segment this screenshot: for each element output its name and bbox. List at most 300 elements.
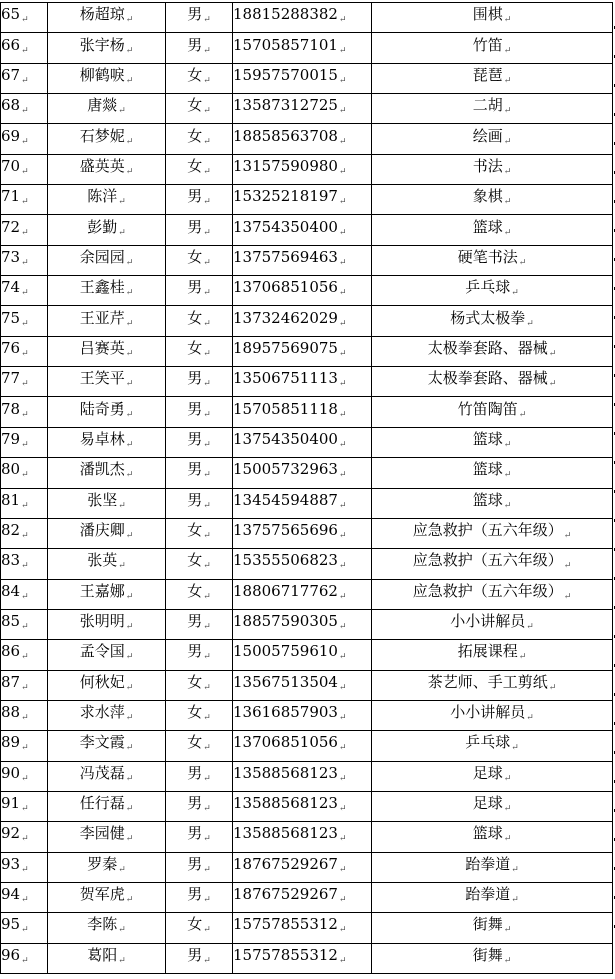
course-cell [372, 33, 613, 63]
paragraph-mark-icon: ↵ [203, 591, 211, 602]
paragraph-mark-icon: ↵ [338, 773, 347, 784]
phone-text: 13567513504 [233, 672, 338, 691]
paragraph-mark-icon: ↵ [21, 925, 29, 936]
gender-text: 女 [187, 915, 203, 934]
phone-cell [233, 33, 372, 63]
gender-cell [166, 94, 233, 124]
paragraph-mark-icon: ↵ [203, 348, 211, 359]
gender-cell [166, 761, 233, 791]
name-text: 王笑平 [79, 369, 125, 388]
paragraph-mark-icon: ↵ [338, 288, 347, 299]
gender-cell [166, 63, 233, 93]
row-number-text: 68 [1, 96, 21, 115]
course-cell [372, 63, 613, 93]
paragraph-mark-icon: ↵ [203, 106, 211, 117]
course-text: 拓展课程 [457, 642, 518, 661]
table-row [1, 913, 613, 943]
course-text: 书法 [472, 156, 503, 175]
gender-text: 女 [187, 703, 203, 722]
paragraph-mark-icon: ↵ [125, 348, 134, 359]
paragraph-mark-icon: ↵ [21, 864, 29, 875]
table-row [1, 306, 613, 336]
paragraph-mark-icon: ↵ [125, 409, 134, 420]
course-text: 足球 [472, 794, 503, 813]
phone-text: 15957570015 [233, 65, 338, 84]
row-number-cell [1, 306, 48, 336]
gender-cell [166, 882, 233, 912]
table-row [1, 427, 613, 457]
paragraph-mark-icon: ↵ [21, 409, 29, 420]
phone-text: 13588568123 [233, 763, 338, 782]
paragraph-mark-icon: ↵ [503, 500, 512, 511]
row-number-text: 77 [1, 369, 21, 388]
paragraph-mark-icon: ↵ [125, 288, 134, 299]
course-text: 竹笛 [472, 35, 503, 54]
row-number-cell [1, 791, 48, 821]
paragraph-mark-icon: ↵ [338, 15, 347, 26]
course-cell [372, 488, 613, 518]
phone-cell [233, 549, 372, 579]
paragraph-mark-icon: ↵ [125, 15, 134, 26]
row-number-cell [1, 488, 48, 518]
paragraph-mark-icon: ↵ [203, 197, 211, 208]
table-row [1, 609, 613, 639]
paragraph-mark-icon: ↵ [118, 955, 126, 966]
paragraph-mark-icon: ↵ [203, 531, 211, 542]
row-number-cell [1, 154, 48, 184]
paragraph-mark-icon: ↵ [203, 743, 211, 754]
gender-cell [166, 33, 233, 63]
table-row [1, 33, 613, 63]
row-number-cell [1, 822, 48, 852]
row-number-cell [1, 761, 48, 791]
name-cell [48, 306, 166, 336]
paragraph-mark-icon: ↵ [503, 197, 512, 208]
name-cell [48, 63, 166, 93]
phone-text: 18857590305 [233, 612, 338, 631]
paragraph-mark-icon: ↵ [118, 227, 126, 238]
course-cell [372, 124, 613, 154]
paragraph-mark-icon: ↵ [511, 288, 519, 299]
row-number-text: 80 [1, 460, 21, 479]
gender-cell [166, 458, 233, 488]
row-number-cell [1, 94, 48, 124]
table-row [1, 579, 613, 609]
table-row [1, 3, 613, 33]
gender-text: 女 [187, 733, 203, 752]
table-row [1, 943, 613, 973]
paragraph-mark-icon: ↵ [203, 166, 211, 177]
paragraph-mark-icon: ↵ [125, 834, 134, 845]
phone-text: 13754350400 [233, 429, 338, 448]
row-number-text: 78 [1, 399, 21, 418]
paragraph-mark-icon: ↵ [338, 318, 347, 329]
table-row [1, 852, 613, 882]
gender-cell [166, 245, 233, 275]
paragraph-mark-icon: ↵ [338, 955, 347, 966]
paragraph-mark-icon: ↵ [338, 834, 347, 845]
table-row [1, 215, 613, 245]
row-number-text: 86 [1, 642, 21, 661]
gender-cell [166, 488, 233, 518]
table-row [1, 518, 613, 548]
phone-cell [233, 124, 372, 154]
row-number-text: 95 [1, 915, 21, 934]
name-text: 张明明 [79, 612, 125, 631]
gender-text: 女 [187, 338, 203, 357]
name-text: 石梦妮 [79, 126, 125, 145]
name-cell [48, 609, 166, 639]
row-number-cell [1, 276, 48, 306]
gender-text: 男 [187, 854, 203, 873]
phone-text: 15757855312 [233, 945, 338, 964]
row-number-text: 65 [1, 5, 21, 24]
phone-text: 13706851056 [233, 278, 338, 297]
phone-cell [233, 822, 372, 852]
table-row [1, 731, 613, 761]
name-cell [48, 822, 166, 852]
paragraph-mark-icon: ↵ [118, 864, 126, 875]
row-number-cell [1, 3, 48, 33]
name-cell [48, 3, 166, 33]
paragraph-mark-icon: ↵ [118, 106, 126, 117]
paragraph-mark-icon: ↵ [21, 379, 29, 390]
gender-text: 男 [187, 187, 203, 206]
gender-text: 男 [187, 369, 203, 388]
name-text: 张英 [87, 551, 118, 570]
row-number-text: 71 [1, 187, 21, 206]
course-cell [372, 913, 613, 943]
row-number-text: 96 [1, 945, 21, 964]
row-number-cell [1, 397, 48, 427]
paragraph-mark-icon: ↵ [503, 804, 512, 815]
name-text: 求水萍 [79, 703, 125, 722]
gender-text: 男 [187, 763, 203, 782]
paragraph-mark-icon: ↵ [203, 470, 211, 481]
phone-cell [233, 63, 372, 93]
gender-cell [166, 124, 233, 154]
paragraph-mark-icon: ↵ [21, 500, 29, 511]
row-number-text: 75 [1, 308, 21, 327]
name-text: 葛阳 [87, 945, 118, 964]
phone-cell [233, 367, 372, 397]
paragraph-mark-icon: ↵ [338, 439, 347, 450]
paragraph-mark-icon: ↵ [526, 622, 534, 633]
row-number-cell [1, 882, 48, 912]
paragraph-mark-icon: ↵ [338, 561, 347, 572]
paragraph-mark-icon: ↵ [125, 166, 134, 177]
paragraph-mark-icon: ↵ [526, 713, 534, 724]
gender-text: 女 [187, 581, 203, 600]
gender-cell [166, 670, 233, 700]
phone-text: 13588568123 [233, 824, 338, 843]
paragraph-mark-icon: ↵ [338, 409, 347, 420]
course-cell [372, 822, 613, 852]
phone-cell [233, 3, 372, 33]
paragraph-mark-icon: ↵ [203, 925, 211, 936]
paragraph-mark-icon: ↵ [338, 257, 347, 268]
paragraph-mark-icon: ↵ [21, 834, 29, 845]
name-text: 李陈 [87, 915, 118, 934]
phone-cell [233, 882, 372, 912]
row-number-cell [1, 185, 48, 215]
name-cell [48, 215, 166, 245]
phone-text: 18815288382 [233, 5, 338, 24]
name-cell [48, 245, 166, 275]
name-text: 吕赛英 [79, 338, 125, 357]
phone-cell [233, 336, 372, 366]
course-text: 应急救护（五六年级） [412, 551, 563, 570]
paragraph-mark-icon: ↵ [338, 379, 347, 390]
table-row [1, 822, 613, 852]
phone-text: 18806717762 [233, 581, 338, 600]
paragraph-mark-icon: ↵ [203, 500, 211, 511]
phone-text: 13757569463 [233, 247, 338, 266]
name-cell [48, 185, 166, 215]
gender-text: 女 [187, 247, 203, 266]
phone-text: 15355506823 [233, 551, 338, 570]
gender-text: 男 [187, 5, 203, 24]
paragraph-mark-icon: ↵ [21, 804, 29, 815]
paragraph-mark-icon: ↵ [338, 75, 347, 86]
paragraph-mark-icon: ↵ [518, 652, 527, 663]
paragraph-mark-icon: ↵ [21, 166, 29, 177]
course-text: 琵琶 [472, 65, 503, 84]
row-number-text: 74 [1, 278, 21, 297]
gender-cell [166, 518, 233, 548]
paragraph-mark-icon: ↵ [338, 136, 347, 147]
gender-text: 男 [187, 490, 203, 509]
name-text: 潘凯杰 [79, 460, 125, 479]
paragraph-mark-icon: ↵ [21, 439, 29, 450]
row-number-cell [1, 336, 48, 366]
paragraph-mark-icon: ↵ [203, 804, 211, 815]
paragraph-mark-icon: ↵ [125, 652, 134, 663]
name-cell [48, 640, 166, 670]
paragraph-mark-icon: ↵ [338, 348, 347, 359]
phone-text: 13706851056 [233, 733, 338, 752]
gender-text: 女 [187, 521, 203, 540]
name-cell [48, 336, 166, 366]
name-cell [48, 488, 166, 518]
course-text: 硬笔书法 [457, 247, 518, 266]
paragraph-mark-icon: ↵ [338, 652, 347, 663]
row-number-text: 92 [1, 824, 21, 843]
paragraph-mark-icon: ↵ [338, 864, 347, 875]
gender-text: 男 [187, 824, 203, 843]
name-cell [48, 670, 166, 700]
row-number-cell [1, 640, 48, 670]
paragraph-mark-icon: ↵ [203, 45, 211, 56]
name-cell [48, 33, 166, 63]
gender-cell [166, 822, 233, 852]
phone-cell [233, 609, 372, 639]
course-cell [372, 276, 613, 306]
phone-cell [233, 306, 372, 336]
paragraph-mark-icon: ↵ [203, 379, 211, 390]
gender-text: 女 [187, 308, 203, 327]
course-text: 乒乓球 [465, 278, 511, 297]
row-number-text: 93 [1, 854, 21, 873]
paragraph-mark-icon: ↵ [518, 409, 527, 420]
gender-cell [166, 397, 233, 427]
course-text: 篮球 [472, 217, 503, 236]
course-text: 围棋 [472, 5, 503, 24]
name-text: 孟令国 [79, 642, 125, 661]
phone-text: 18858563708 [233, 126, 338, 145]
paragraph-mark-icon: ↵ [21, 197, 29, 208]
name-text: 彭勤 [87, 217, 118, 236]
paragraph-mark-icon: ↵ [203, 257, 211, 268]
paragraph-mark-icon: ↵ [125, 470, 134, 481]
paragraph-mark-icon: ↵ [203, 834, 211, 845]
paragraph-mark-icon: ↵ [21, 713, 29, 724]
phone-cell [233, 518, 372, 548]
paragraph-mark-icon: ↵ [338, 804, 347, 815]
phone-cell [233, 488, 372, 518]
course-text: 竹笛陶笛 [457, 399, 518, 418]
phone-text: 15705857101 [233, 35, 338, 54]
paragraph-mark-icon: ↵ [203, 895, 211, 906]
phone-cell [233, 427, 372, 457]
row-number-text: 85 [1, 612, 21, 631]
phone-cell [233, 215, 372, 245]
course-text: 象棋 [472, 187, 503, 206]
paragraph-mark-icon: ↵ [118, 561, 126, 572]
row-number-text: 89 [1, 733, 21, 752]
paragraph-mark-icon: ↵ [21, 45, 29, 56]
gender-cell [166, 943, 233, 973]
row-number-cell [1, 33, 48, 63]
row-number-cell [1, 579, 48, 609]
name-text: 余园园 [79, 247, 125, 266]
table-row [1, 882, 613, 912]
table-row [1, 63, 613, 93]
table-row [1, 94, 613, 124]
paragraph-mark-icon: ↵ [21, 743, 29, 754]
course-cell [372, 791, 613, 821]
phone-cell [233, 852, 372, 882]
name-text: 柳鹤唳 [79, 65, 125, 84]
row-number-text: 87 [1, 672, 21, 691]
table-row [1, 458, 613, 488]
paragraph-mark-icon: ↵ [118, 500, 126, 511]
paragraph-mark-icon: ↵ [203, 713, 211, 724]
table-row [1, 549, 613, 579]
phone-text: 13454594887 [233, 490, 338, 509]
name-cell [48, 367, 166, 397]
row-number-text: 70 [1, 156, 21, 175]
course-cell [372, 882, 613, 912]
paragraph-mark-icon: ↵ [21, 682, 29, 693]
phone-text: 15705851118 [233, 399, 338, 418]
paragraph-mark-icon: ↵ [503, 166, 512, 177]
row-number-cell [1, 215, 48, 245]
gender-text: 男 [187, 612, 203, 631]
name-cell [48, 913, 166, 943]
phone-cell [233, 245, 372, 275]
phone-cell [233, 579, 372, 609]
paragraph-mark-icon: ↵ [338, 106, 347, 117]
paragraph-mark-icon: ↵ [511, 895, 519, 906]
row-number-cell [1, 670, 48, 700]
course-cell [372, 336, 613, 366]
row-number-cell [1, 63, 48, 93]
paragraph-mark-icon: ↵ [548, 682, 557, 693]
row-number-cell [1, 609, 48, 639]
name-text: 陆奇勇 [79, 399, 125, 418]
name-text: 张宇杨 [79, 35, 125, 54]
name-cell [48, 154, 166, 184]
course-cell [372, 306, 613, 336]
paragraph-mark-icon: ↵ [503, 470, 512, 481]
paragraph-mark-icon: ↵ [21, 15, 29, 26]
name-text: 杨超琼 [79, 5, 125, 24]
paragraph-mark-icon: ↵ [21, 318, 29, 329]
gender-cell [166, 852, 233, 882]
table-row [1, 367, 613, 397]
row-number-cell [1, 731, 48, 761]
row-number-cell [1, 124, 48, 154]
paragraph-mark-icon: ↵ [125, 75, 134, 86]
row-number-text: 88 [1, 703, 21, 722]
course-cell [372, 609, 613, 639]
gender-text: 男 [187, 429, 203, 448]
paragraph-mark-icon: ↵ [203, 864, 211, 875]
paragraph-mark-icon: ↵ [21, 75, 29, 86]
phone-cell [233, 791, 372, 821]
paragraph-mark-icon: ↵ [503, 925, 512, 936]
paragraph-mark-icon: ↵ [21, 895, 29, 906]
phone-cell [233, 670, 372, 700]
paragraph-mark-icon: ↵ [125, 136, 134, 147]
course-text: 篮球 [472, 460, 503, 479]
row-number-cell [1, 852, 48, 882]
paragraph-mark-icon: ↵ [125, 439, 134, 450]
paragraph-mark-icon: ↵ [118, 197, 126, 208]
phone-text: 13587312725 [233, 96, 338, 115]
course-cell [372, 731, 613, 761]
name-text: 何秋妃 [79, 672, 125, 691]
gender-cell [166, 276, 233, 306]
paragraph-mark-icon: ↵ [203, 288, 211, 299]
paragraph-mark-icon: ↵ [125, 622, 134, 633]
phone-text: 13506751113 [233, 369, 338, 388]
paragraph-mark-icon: ↵ [338, 743, 347, 754]
table-row [1, 700, 613, 730]
paragraph-mark-icon: ↵ [21, 348, 29, 359]
paragraph-mark-icon: ↵ [125, 379, 134, 390]
paragraph-mark-icon: ↵ [203, 136, 211, 147]
course-cell [372, 670, 613, 700]
row-number-text: 82 [1, 521, 21, 540]
gender-text: 男 [187, 35, 203, 54]
paragraph-mark-icon: ↵ [338, 531, 347, 542]
gender-text: 男 [187, 460, 203, 479]
paragraph-mark-icon: ↵ [21, 470, 29, 481]
paragraph-mark-icon: ↵ [203, 439, 211, 450]
paragraph-mark-icon: ↵ [338, 45, 347, 56]
paragraph-mark-icon: ↵ [21, 257, 29, 268]
paragraph-mark-icon: ↵ [503, 955, 512, 966]
paragraph-mark-icon: ↵ [563, 561, 572, 572]
paragraph-mark-icon: ↵ [21, 652, 29, 663]
table-row [1, 124, 613, 154]
gender-cell [166, 700, 233, 730]
row-number-text: 91 [1, 794, 21, 813]
row-number-text: 90 [1, 763, 21, 782]
phone-text: 15757855312 [233, 915, 338, 934]
